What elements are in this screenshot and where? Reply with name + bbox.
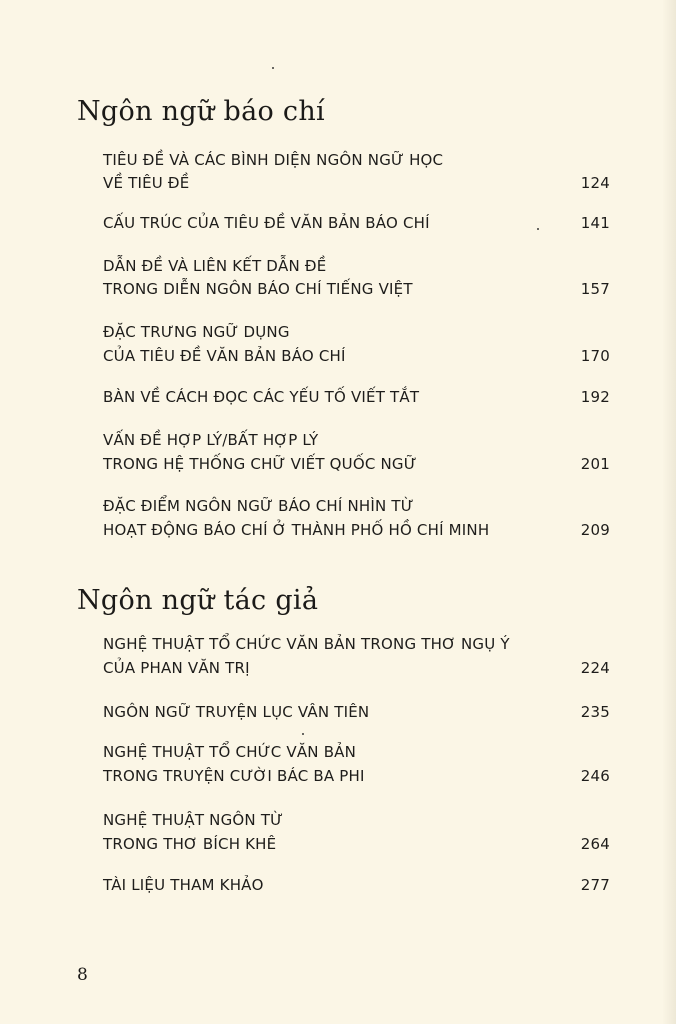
toc-entry-line: [103, 495, 610, 517]
toc-entry-line: [103, 633, 610, 655]
toc-entry-text: TRONG DIỄN NGÔN BÁO CHÍ TIẾNG VIỆT: [103, 280, 413, 298]
toc-entry-line: [103, 149, 610, 171]
toc-page-number: 170: [580, 347, 610, 365]
toc-entry-text: CẤU TRÚC CỦA TIÊU ĐỀ VĂN BẢN BÁO CHÍ: [103, 214, 430, 232]
toc-entry-text: NGHỆ THUẬT NGÔN TỪ: [103, 811, 284, 829]
toc-page-number: 264: [580, 835, 610, 853]
toc-entry-line: [103, 212, 610, 234]
print-speck: [302, 733, 304, 735]
toc-entry-line: [103, 519, 610, 541]
toc-entry-text: VẤN ĐỀ HỢP LÝ/BẤT HỢP LÝ: [103, 431, 319, 449]
toc-entry-text: CỦA PHAN VĂN TRỊ: [103, 659, 250, 677]
toc-entry-line: [103, 741, 610, 763]
toc-page-number: 124: [580, 174, 610, 192]
toc-page-number: 201: [580, 455, 610, 473]
section-title-tac-gia: Ngôn ngữ tác giả: [77, 585, 319, 616]
toc-entry-line: [103, 765, 610, 787]
toc-entry-line: [103, 453, 610, 475]
toc-entry-text: DẪN ĐỀ VÀ LIÊN KẾT DẪN ĐỀ: [103, 257, 327, 275]
page-edge-shadow: [662, 0, 676, 1024]
toc-entry-text: VỀ TIÊU ĐỀ: [103, 174, 190, 192]
toc-entry-line: [103, 278, 610, 300]
toc-page-number: 192: [580, 388, 610, 406]
toc-entry-line: [103, 701, 610, 723]
toc-entry-text: TRONG THƠ BÍCH KHÊ: [103, 835, 277, 853]
toc-entry-text: NGHỆ THUẬT TỔ CHỨC VĂN BẢN: [103, 743, 357, 761]
toc-entry-line: [103, 874, 610, 896]
toc-entry-line: [103, 321, 610, 343]
toc-entry-text: TIÊU ĐỀ VÀ CÁC BÌNH DIỆN NGÔN NGỮ HỌC: [103, 151, 444, 169]
toc-entry-text: HOẠT ĐỘNG BÁO CHÍ Ở THÀNH PHỐ HỒ CHÍ MINH: [103, 521, 490, 539]
toc-entry-line: [103, 172, 610, 194]
toc-entry-line: [103, 809, 610, 831]
toc-page-number: 277: [580, 876, 610, 894]
toc-entry-text: ĐẶC TRƯNG NGỮ DỤNG: [103, 323, 290, 341]
toc-entry-text: CỦA TIÊU ĐỀ VĂN BẢN BÁO CHÍ: [103, 347, 346, 365]
toc-entry-line: [103, 345, 610, 367]
print-speck: [272, 67, 274, 69]
toc-entry-text: NGHỆ THUẬT TỔ CHỨC VĂN BẢN TRONG THƠ NGỤ Ý: [103, 635, 510, 653]
toc-page-number: 141: [580, 214, 610, 232]
toc-entry-line: [103, 429, 610, 451]
toc-page-number: 235: [580, 703, 610, 721]
toc-entry-line: [103, 255, 610, 277]
toc-entry-text: TRONG TRUYỆN CƯỜI BÁC BA PHI: [103, 767, 365, 785]
toc-entry-text: ĐẶC ĐIỂM NGÔN NGỮ BÁO CHÍ NHÌN TỪ: [103, 497, 414, 515]
toc-entry-line: [103, 833, 610, 855]
toc-page-number: 157: [580, 280, 610, 298]
toc-entry-line: [103, 657, 610, 679]
toc-page-number: 224: [580, 659, 610, 677]
toc-entry-text: TRONG HỆ THỐNG CHỮ VIẾT QUỐC NGỮ: [103, 455, 417, 473]
toc-entry-text: NGÔN NGỮ TRUYỆN LỤC VÂN TIÊN: [103, 703, 370, 721]
section-title-bao-chi: Ngôn ngữ báo chí: [77, 96, 325, 127]
toc-entry-line: [103, 386, 610, 408]
toc-page-number: 246: [580, 767, 610, 785]
page-folio: 8: [77, 965, 88, 985]
toc-page-number: 209: [580, 521, 610, 539]
toc-entry-text: BÀN VỀ CÁCH ĐỌC CÁC YẾU TỐ VIẾT TẮT: [103, 388, 420, 406]
toc-entry-text: TÀI LIỆU THAM KHẢO: [103, 876, 264, 894]
